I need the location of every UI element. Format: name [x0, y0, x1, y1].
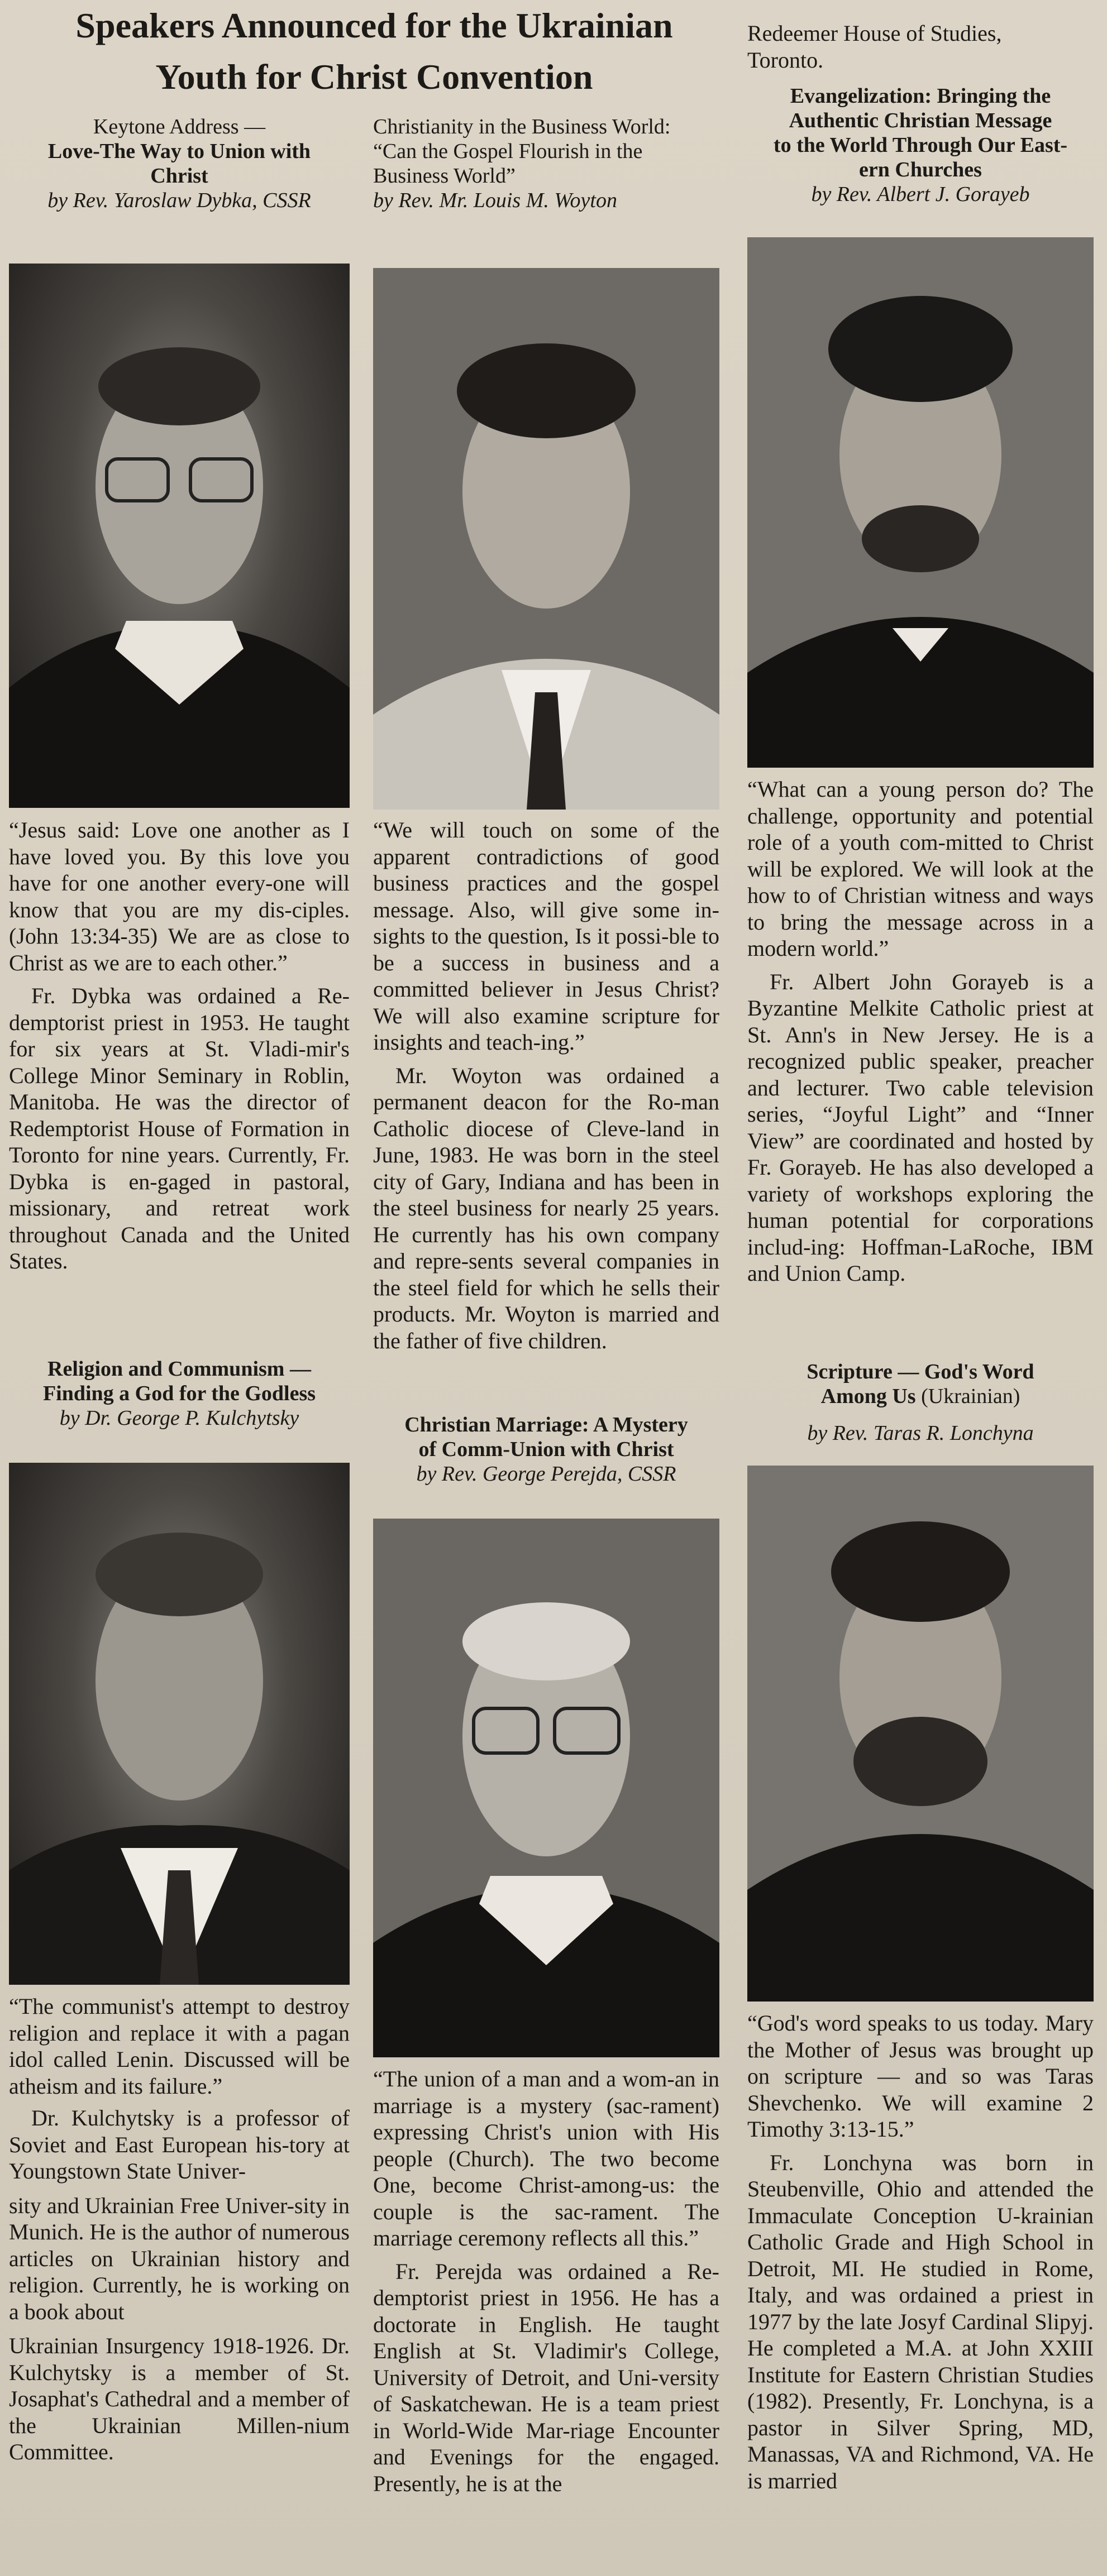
byline: by Rev. Mr. Louis M. Woyton — [373, 189, 617, 212]
bio: Fr. Albert John Gorayeb is a Byzantine Melkite Catholic priest at St. Ann's in New Jersey. He is a recognized public speaker, preacher and lecturer. Two cable television series, “Joyful Light” and “Inner View” are coordinated and hosted by Fr. Gorayeb. He has also developed a variety of workshops exploring the human potential for corporations includ-ing: Hoffman-LaRoche, IBM and Union Camp. — [747, 969, 1094, 1286]
byline: by Rev. George Perejda, CSSR — [416, 1462, 676, 1486]
article-dybka-header — [9, 114, 350, 213]
article-gorayeb-header — [747, 84, 1094, 207]
photo-lonchyna — [747, 1466, 1094, 2002]
quote: “What can a young person do? The challenge, opportunity and potential role of a youth com-mitted to Christ will be explored. We will look at the how to of Christian witness and ways to bring the message across in a modern world.” — [747, 777, 1094, 961]
article-title-text: Among Us — [820, 1385, 916, 1408]
article-title: Christian Marriage: A Mystery — [404, 1413, 688, 1437]
bio-part-1: Dr. Kulchytsky is a professor of Soviet and East European his-tory at Youngstown State Univer- — [9, 2105, 350, 2184]
photo-kulchytsky — [9, 1463, 350, 1985]
article-title: Scripture — God's Word — [807, 1360, 1034, 1383]
bio-part-3: Ukrainian Insurgency 1918-1926. Dr. Kulchytsky is a member of St. Josaphat's Cathedral and a member of the Ukrainian Millen-nium Committee. — [9, 2333, 350, 2464]
photo-dybka — [9, 264, 350, 808]
article-perejda-header — [373, 1413, 719, 1486]
article-title: Religion and Communism — — [47, 1357, 311, 1381]
photo-gorayeb — [747, 237, 1094, 768]
article-title-cont-3: ern Churches — [859, 158, 982, 181]
byline: by Rev. Yaroslaw Dybka, CSSR — [47, 189, 311, 212]
article-woyton-header — [373, 114, 719, 213]
quote: “We will touch on some of the apparent contradictions of good business practices and the gospel message. Also, will give some in-sights to the question, Is it possi-ble to be a success in business and a committed believer in Jesus Christ? We will also examine scripture for insights and teach-ing.” — [373, 817, 719, 1055]
quote: “God's word speaks to us today. Mary the Mother of Jesus was brought up on scripture — and so was Taras Shevchenko. We will examine 2 Timothy 3:13-15.” — [747, 2010, 1094, 2142]
bio: Fr. Dybka was ordained a Re-demptorist priest in 1953. He taught for six years at St. Vladi-mir's College Minor Seminary in Roblin, Manitoba. He was the director of Redemptorist House of Formation in Toronto for nine years. Currently, Fr. Dybka is en-gaged in pastoral, missionary, and retreat work throughout Canada and the United States. — [9, 983, 350, 1273]
article-kulchytsky-body — [9, 1993, 350, 2465]
article-title-cont: Finding a God for the Godless — [42, 1382, 316, 1405]
headline-line-2: Youth for Christ Convention — [155, 57, 593, 97]
photo-woyton — [373, 268, 719, 810]
article-lonchyna-header — [747, 1359, 1094, 1445]
article-title: Evangelization: Bringing the — [790, 84, 1051, 108]
bio-part-2: sity and Ukrainian Free Univer-sity in Munich. He is the author of numerous articles on Ukrainian history and religion. Currently, he is working on a book about — [9, 2192, 350, 2324]
bio: Mr. Woyton was ordained a permanent deacon for the Ro-man Catholic diocese of Cleve-land in June, 1983. He was born in the steel city of Gary, Indiana and has been in the steel business for nearly 25 years. He currently has his own company and repre-sents several companies in the steel field for which he sells their products. Mr. Woyton is married and the father of five children. — [373, 1062, 719, 1353]
photo-perejda — [373, 1519, 719, 2057]
article-woyton-body — [373, 817, 719, 1354]
article-title-cont: of Comm-Union with Christ — [418, 1438, 674, 1461]
article-lonchyna-body — [747, 2010, 1094, 2494]
byline: by Rev. Albert J. Gorayeb — [811, 183, 1030, 206]
byline: by Rev. Taras R. Lonchyna — [807, 1421, 1034, 1445]
headline-line-1: Speakers Announced for the Ukrainian — [75, 6, 673, 45]
quote: “Jesus said: Love one another as I have loved you. By this love you have for one another every-one will know that you are my dis-ciples. (John 13:34-35) We are as close to Christ as we are to each other.” — [9, 817, 350, 975]
article-title-cont — [747, 1384, 1094, 1409]
quote: “The union of a man and a wom-an in marriage is a mystery (sac-rament) expressing Christ's union with His people (Church). The two become One, become Christ-among-us: the couple is the sac-rament. The marriage ceremony reflects all this.” — [373, 2066, 719, 2251]
article-perejda-body — [373, 2066, 719, 2497]
continued-line-1: Redeemer House of Studies, — [747, 21, 1002, 46]
article-gorayeb-body — [747, 776, 1094, 1287]
quote: “The communist's attempt to destroy religion and replace it with a pagan idol called Lenin. Discussed will be atheism and its failure.” — [9, 1994, 350, 2099]
headline — [11, 0, 737, 103]
kicker: Keytone Address — — [93, 115, 266, 138]
article-kulchytsky-header — [9, 1357, 350, 1430]
byline: by Dr. George P. Kulchytsky — [59, 1406, 299, 1430]
continued-text — [747, 20, 1094, 73]
article-title: Love-The Way to Union with — [47, 140, 311, 163]
article-title-cont-1: Authentic Christian Message — [789, 109, 1052, 132]
bio: Fr. Lonchyna was born in Steubenville, Ohio and attended the Immaculate Conception U-krainian Catholic Grade and High School in Detroit, MI. He studied in Rome, Italy, and was ordained a priest in 1977 by the late Josyf Cardinal Slipyj. He completed a M.A. at John XXIII Institute for Eastern Christian Studies (1982). Presently, Fr. Lonchyna, is a pastor in Silver Spring, MD, Manassas, VA and Richmond, VA. He is married — [747, 2149, 1094, 2493]
continued-line-2: Toronto. — [747, 47, 824, 73]
language-note: (Ukrainian) — [921, 1385, 1020, 1408]
article-dybka-body — [9, 817, 350, 1275]
article-title-cont-2: to the World Through Our East- — [773, 133, 1068, 157]
article-title-cont: Christ — [150, 164, 208, 188]
bio: Fr. Perejda was ordained a Re-demptorist priest in 1956. He has a doctorate in English. He taught English at St. Vladimir's College, University of Detroit, and Uni-versity of Saskatchewan. He is a team priest in World-Wide Mar-riage Encounter and Evenings for the engaged. Presently, he is at the — [373, 2258, 719, 2496]
article-title: Christianity in the Business World: “Can the Gospel Flourish in the Business World” — [373, 115, 671, 188]
